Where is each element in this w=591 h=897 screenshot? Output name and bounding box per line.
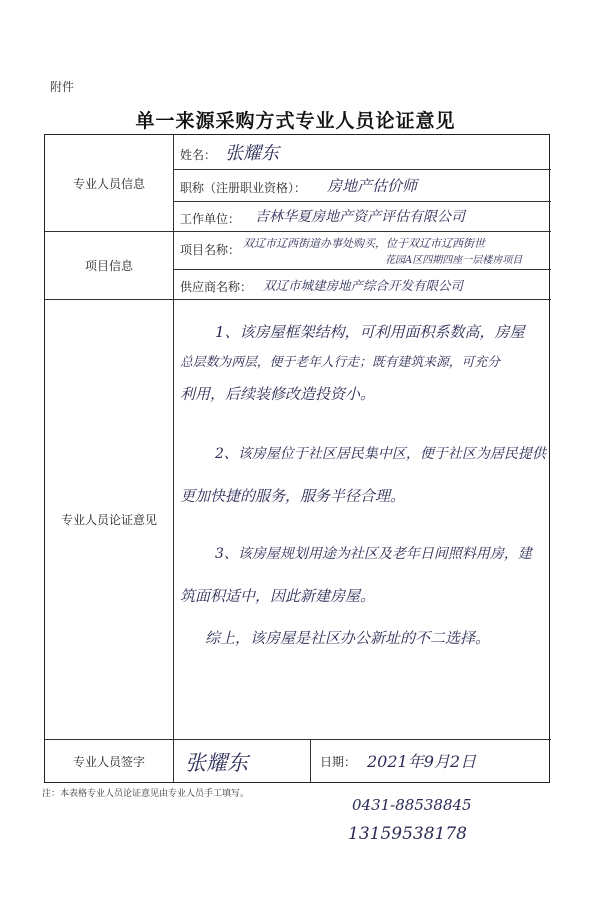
section-line <box>45 299 551 300</box>
date-value: 2021年9月2日 <box>367 752 477 771</box>
work-unit-label: 工作单位： <box>180 212 241 226</box>
opinion-line: 更加快捷的服务，服务半径合理。 <box>180 487 406 505</box>
project-name-line2: 花园A区四期四座一层楼房项目 <box>385 255 523 266</box>
signature-divider <box>310 739 311 783</box>
phone-number: 0431-88538845 <box>352 796 472 814</box>
supplier-value: 双辽市城建房地产综合开发有限公司 <box>263 278 464 293</box>
attachment-label: 附件 <box>50 80 75 94</box>
opinion-line: 1、该房屋框架结构，可利用面积系数高，房屋 <box>215 323 525 341</box>
opinion-line: 综上，该房屋是社区办公新址的不二选择。 <box>205 629 491 647</box>
section-line <box>45 231 551 232</box>
section-line <box>45 739 551 740</box>
opinion-line: 总层数为两层，便于老年人行走；既有建筑来源，可充分 <box>180 355 500 370</box>
name-value: 张耀东 <box>225 143 279 164</box>
supplier-label: 供应商名称： <box>180 280 253 294</box>
signature-value: 张耀东 <box>185 751 248 775</box>
job-title-value: 房地产估价师 <box>327 177 418 195</box>
expert-info-heading: 专业人员信息 <box>72 177 145 191</box>
column-divider <box>173 135 174 783</box>
opinion-table <box>44 134 550 783</box>
footnote: 注：本表格专业人员论证意见由专业人员手工填写。 <box>42 789 250 799</box>
project-name-line1: 双辽市辽西街道办事处购买，位于双辽市辽西街世 <box>243 237 485 250</box>
name-label: 姓名： <box>180 148 217 162</box>
opinion-line: 利用，后续装修改造投资小。 <box>180 385 376 403</box>
opinion-line: 2、该房屋位于社区居民集中区，便于社区为居民提供 <box>215 446 546 462</box>
opinion-heading: 专业人员论证意见 <box>60 513 157 527</box>
project-name-label: 项目名称： <box>180 243 241 257</box>
project-info-heading: 项目信息 <box>84 259 133 273</box>
row-line <box>173 201 551 202</box>
job-title-label: 职称（注册职业资格）： <box>180 181 307 195</box>
phone-number: 13159538178 <box>348 824 467 844</box>
date-label: 日期： <box>320 755 357 769</box>
row-line <box>173 269 551 270</box>
row-line <box>173 169 551 170</box>
opinion-line: 3、该房屋规划用途为社区及老年日间照料用房，建 <box>215 546 532 562</box>
work-unit-value: 吉林华夏房地产资产评估有限公司 <box>255 209 465 225</box>
opinion-line: 筑面积适中，因此新建房屋。 <box>180 587 376 605</box>
page-title: 单一来源采购方式专业人员论证意见 <box>135 110 456 132</box>
signature-heading: 专业人员签字 <box>72 755 145 769</box>
